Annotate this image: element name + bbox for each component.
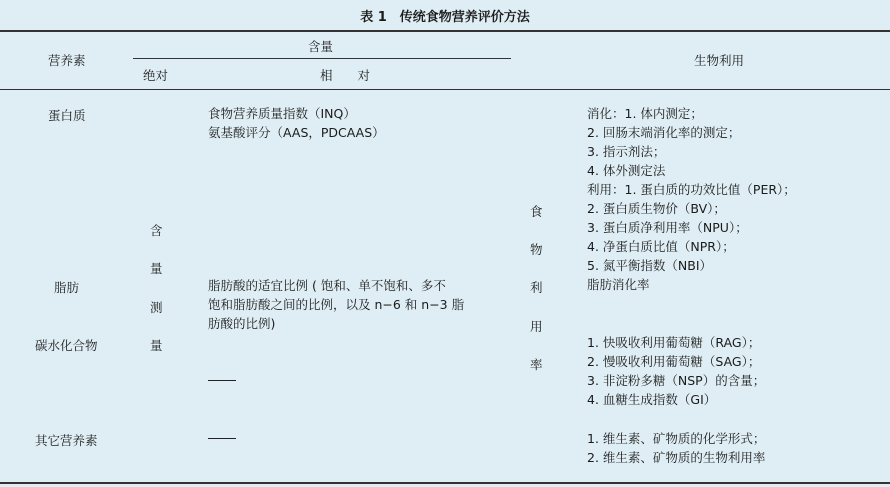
- bio-line: 2. 慢吸收利用葡萄糖（SAG）；: [587, 354, 761, 369]
- bio-protein-fat-list: [587, 104, 796, 294]
- food-utilization-char: 利: [530, 280, 543, 295]
- bio-line: 3. 蛋白质净利用率（NPU）；: [587, 220, 748, 235]
- bio-line: 4. 体外测定法: [587, 163, 666, 178]
- relative-line: 食物营养质量指数（INQ）: [208, 106, 356, 121]
- header-nutrient: 营养素: [48, 53, 86, 68]
- row-name-carb: 碳水化合物: [35, 338, 98, 353]
- header-bio: 生物利用: [694, 53, 745, 68]
- food-utilization-char: 率: [530, 357, 543, 372]
- content-measure-char: 含: [150, 223, 163, 238]
- bio-line: 2. 回肠末端消化率的测定；: [587, 125, 741, 140]
- bio-line: 消化：1. 体内测定；: [587, 106, 703, 121]
- relative-line: 氨基酸评分（AAS，PDCAAS）: [208, 125, 385, 140]
- food-utilization-char: 物: [530, 242, 543, 257]
- header-relative: 相 对: [320, 68, 371, 83]
- bottom-rule: [0, 482, 890, 484]
- bio-line: 4. 血糖生成指数（GI）: [587, 392, 717, 407]
- content-subrule: [133, 58, 511, 59]
- other-relative-dash: [208, 438, 236, 439]
- bio-line: 利用：1. 蛋白质的功效比值（PER）；: [587, 182, 796, 197]
- fat-relative-measures: [208, 276, 464, 333]
- bio-other-list: [587, 429, 765, 467]
- bio-line: 3. 指示剂法；: [587, 144, 666, 159]
- bio-line: 4. 净蛋白质比值（NPR）；: [587, 239, 735, 254]
- bio-line: 3. 非淀粉多糖（NSP）的含量；: [587, 373, 766, 388]
- row-name-other: 其它营养素: [35, 433, 98, 448]
- protein-relative-measures: [208, 104, 385, 142]
- bio-carb-list: [587, 333, 765, 409]
- bio-line: 脂肪消化率: [587, 277, 650, 292]
- bio-line: 2. 蛋白质生物价（BV）；: [587, 201, 726, 216]
- content-measure-char: 量: [150, 338, 163, 353]
- row-name-protein: 蛋白质: [48, 108, 86, 123]
- row-name-fat: 脂肪: [54, 280, 80, 295]
- bio-line: 1. 快吸收利用葡萄糖（RAG）；: [587, 335, 761, 350]
- bio-line: 2. 维生素、矿物质的生物利用率: [587, 450, 766, 465]
- food-utilization-char: 用: [530, 319, 543, 334]
- header-content: 含量: [308, 39, 334, 54]
- bio-line: 5. 氮平衡指数（NBI）: [587, 258, 713, 273]
- table-caption: 表 1 传统食物营养评价方法: [360, 10, 530, 25]
- header-absolute: 绝对: [143, 68, 169, 83]
- header-rule: [0, 89, 890, 90]
- carb-relative-dash: [208, 380, 236, 381]
- content-measure-char: 量: [150, 261, 163, 276]
- relative-line: 饱和脂肪酸之间的比例，以及 n−6 和 n−3 脂: [208, 297, 465, 312]
- relative-line: 脂肪酸的适宜比例 ( 饱和、单不饱和、多不: [208, 278, 446, 293]
- food-utilization-char: 食: [530, 204, 543, 219]
- content-measure-char: 测: [150, 300, 163, 315]
- relative-line: 肪酸的比例): [208, 316, 276, 331]
- bio-line: 1. 维生素、矿物质的化学形式；: [587, 431, 766, 446]
- top-rule: [0, 30, 890, 32]
